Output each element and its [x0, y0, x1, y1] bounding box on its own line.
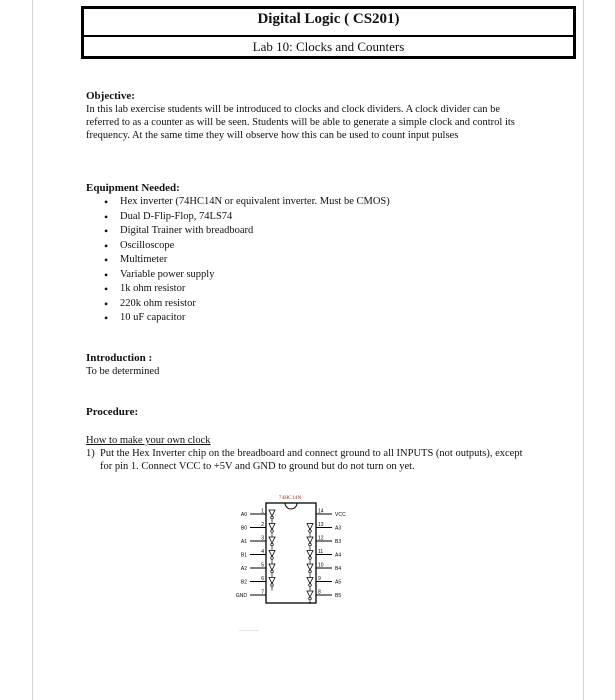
introduction-text: To be determined: [86, 366, 160, 377]
procedure-heading: Procedure:: [86, 406, 139, 418]
inverter-gate-icon: [307, 551, 313, 557]
pin-number: 5: [261, 562, 264, 569]
list-item: • Multimeter: [104, 253, 168, 267]
procedure-heading-block: [86, 406, 138, 419]
introduction-heading: Introduction :: [86, 352, 153, 364]
pin-number: 1: [261, 508, 264, 515]
pin-number: 3: [261, 535, 264, 542]
pin-number: 7: [261, 589, 264, 596]
pin-number: 4: [261, 549, 264, 555]
inverter-gate-icon: [269, 510, 275, 516]
inverter-gate-icon: [269, 524, 275, 530]
list-item: • 1k ohm resistor: [104, 282, 186, 296]
inverter-gate-icon: [307, 524, 313, 530]
pin-label: A1: [240, 539, 247, 545]
pin-label: GND: [235, 593, 247, 599]
pin-label: VCC: [335, 512, 346, 518]
pin-number: 13: [318, 522, 324, 528]
chip-pinout-diagram: [228, 492, 356, 607]
title-box: [81, 6, 576, 59]
equipment-section: [86, 182, 390, 326]
step-number: 1): [86, 448, 95, 459]
inverter-gate-icon: [269, 564, 275, 570]
pin-label: B3: [335, 539, 342, 545]
pin-label: A3: [335, 525, 342, 532]
pin-label: B0: [240, 525, 247, 532]
equipment-list: [86, 195, 390, 326]
objective-heading: Objective:: [86, 90, 135, 102]
inverter-gate-icon: [307, 537, 313, 543]
equipment-heading: Equipment Needed:: [86, 182, 180, 194]
procedure-step-1: [86, 447, 534, 473]
inverter-gate-icon: [307, 591, 313, 597]
document-title: Digital Logic ( CS201): [257, 11, 400, 27]
pin-number: 14: [318, 508, 324, 515]
pin-label: A0: [240, 512, 247, 518]
pin-number: 10: [318, 562, 324, 569]
pin-label: A5: [335, 579, 342, 586]
inverter-gate-icon: [269, 578, 275, 584]
page-left-edge: [32, 0, 33, 700]
pin-number: 11: [318, 549, 324, 555]
inverter-gate-icon: [269, 551, 275, 557]
list-item: • Hex inverter (74HC14N or equivalent inverter. Must be CMOS): [104, 195, 390, 209]
pin-label: B2: [240, 579, 247, 586]
chip-notch: [285, 503, 297, 509]
pin-label: B1: [240, 552, 247, 559]
page-mark: [239, 630, 259, 631]
pin-label: B5: [335, 593, 342, 599]
chip-diagram-svg: [228, 492, 356, 607]
list-item: • 10 uF capacitor: [104, 311, 186, 325]
list-item: • Variable power supply: [104, 267, 215, 282]
pin-label: A2: [240, 566, 247, 572]
step-text: Put the Hex Inverter chip on the breadboard and connect ground to all INPUTS (not outputs), except for pin 1. Connect VCC to +5V and GND to ground but do not turn on yet.: [100, 448, 523, 472]
introduction-section: [86, 352, 159, 378]
pin-number: 9: [318, 576, 321, 582]
list-item: • Dual D-Flip-Flop, 74LS74: [104, 209, 233, 224]
pin-number: 6: [261, 576, 264, 582]
pin-number: 8: [318, 589, 321, 596]
inverter-gate-icon: [307, 578, 313, 584]
page-right-edge: [583, 0, 584, 700]
pin-label: B4: [335, 566, 342, 572]
list-item: • Oscilloscope: [104, 238, 175, 253]
procedure-section: [86, 434, 534, 473]
chip-name-label: 74HC14N: [278, 495, 302, 501]
inverter-gate-icon: [269, 537, 275, 543]
inverter-gate-icon: [307, 564, 313, 570]
list-item: • 220k ohm resistor: [104, 296, 196, 311]
pin-number: 2: [261, 522, 264, 528]
pin-number: 12: [318, 535, 324, 542]
objective-text: In this lab exercise students will be introduced to clocks and clock dividers. A clock divider can be referred to as a counter as will be seen. Students will be able to generate a simple clock and control its frequency. At the same time they will observe how this can be used to count input pulses: [86, 104, 515, 141]
document-subtitle: Lab 10: Clocks and Counters: [252, 39, 405, 54]
pin-label: A4: [335, 552, 342, 559]
list-item: • Digital Trainer with breadboard: [104, 224, 254, 238]
objective-section: [86, 90, 526, 142]
procedure-subheading: How to make your own clock: [86, 435, 211, 446]
